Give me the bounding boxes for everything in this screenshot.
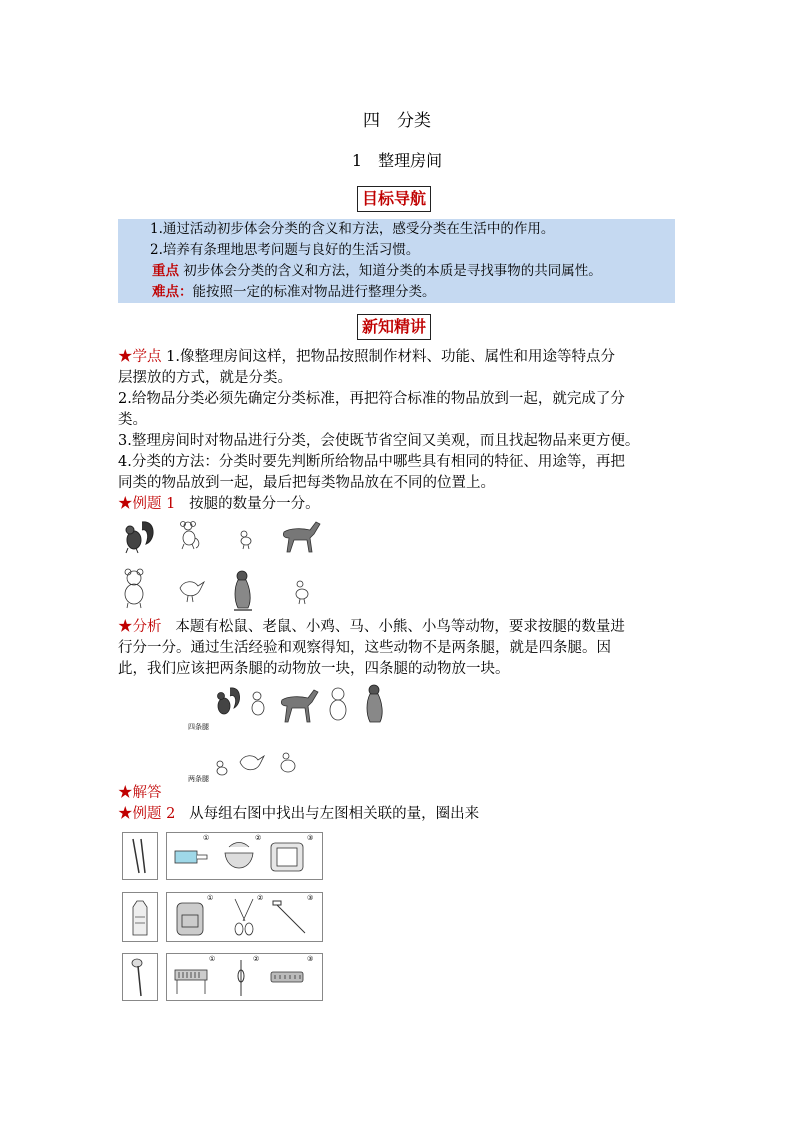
left-image-mallet	[122, 953, 158, 1001]
four-legs-group	[212, 682, 392, 730]
animals-row-2	[120, 568, 340, 614]
horse-icon	[281, 690, 318, 722]
knife-icon	[175, 851, 207, 863]
point-label: 学点	[132, 349, 162, 365]
difficulty-label: 难点：	[152, 284, 193, 300]
knowledge-p2b: 类。	[118, 412, 147, 428]
option-mark-3: ③	[307, 834, 314, 842]
animals-row-1	[120, 518, 330, 558]
analysis-line-1	[118, 617, 625, 638]
knowledge-p2a: 2.给物品分类必须先确定分类标准，再把符合标准的物品放到一起，就完成了分	[118, 391, 625, 407]
bird-icon	[180, 582, 204, 602]
options-row-2	[166, 892, 323, 942]
bear-icon	[330, 688, 346, 720]
tv-icon	[271, 843, 303, 871]
lesson-title: 1 整理房间	[351, 151, 443, 170]
key-point-text: 初步体会分类的含义和方法，知道分类的本质是寻找事物的共同属性。	[183, 263, 602, 279]
chick-icon	[241, 531, 251, 549]
option-mark-1: ①	[207, 894, 214, 902]
example2-question: 从每组右图中找出与左图相关联的量，圈出来	[189, 806, 480, 822]
bear-icon	[125, 569, 143, 608]
knowledge-p1a	[118, 347, 615, 368]
four-legs-label: 四条腿	[188, 723, 209, 731]
squirrel-icon	[126, 522, 153, 553]
two-legs-label: 两条腿	[188, 775, 209, 783]
star-icon: ★	[118, 496, 133, 512]
duck-icon	[296, 581, 308, 604]
mouse-icon	[181, 522, 199, 550]
analysis-text-1: 本题有松鼠、老鼠、小鸡、马、小熊、小鸟等动物，要求按腿的数量进	[175, 619, 625, 635]
knowledge-heading: 新知精讲	[357, 314, 431, 340]
scissors-icon	[235, 899, 253, 935]
options-row-3	[166, 953, 323, 1001]
squirrel-icon	[218, 688, 240, 714]
star-icon: ★	[118, 806, 133, 822]
piano-icon	[175, 970, 207, 994]
goal-key-point	[152, 261, 602, 282]
example2-line	[118, 804, 479, 825]
example1-label: 例题 1	[132, 496, 176, 512]
p1a-text: 1.像整理房间这样，把物品按照制作材料、功能、属性和用途等特点分	[166, 349, 615, 365]
toothpaste-icon	[123, 893, 157, 941]
example1-line	[118, 494, 320, 515]
option-mark-2: ②	[257, 894, 264, 902]
left-image-toothpaste	[122, 892, 158, 942]
harmonica-icon	[271, 972, 303, 982]
answer-label: 解答	[132, 785, 162, 801]
two-legs-group	[212, 746, 312, 784]
option-mark-1: ①	[203, 834, 210, 842]
star-icon: ★	[118, 349, 133, 365]
example1-question: 按腿的数量分一分。	[189, 496, 320, 512]
star-icon: ★	[118, 785, 133, 801]
toothbrush-icon	[273, 901, 305, 933]
horse-icon	[283, 522, 320, 552]
chopsticks-icon	[123, 833, 157, 879]
analysis-label: 分析	[132, 619, 162, 635]
bowl-icon	[225, 843, 253, 869]
option-mark-2: ②	[253, 955, 260, 963]
bird-icon	[240, 756, 264, 770]
option-mark-3: ③	[307, 894, 314, 902]
mouse-icon	[252, 692, 264, 715]
knowledge-p3: 3.整理房间时对物品进行分类，会使既节省空间又美观，而且找起物品来更方便。	[118, 433, 640, 449]
option-mark-2: ②	[255, 834, 262, 842]
goal-difficulty	[152, 282, 436, 303]
option-mark-3: ③	[307, 955, 314, 963]
stick-icon	[238, 960, 244, 996]
meerkat-icon	[367, 685, 382, 722]
knowledge-p1b: 层摆放的方式，就是分类。	[118, 370, 292, 386]
key-point-label: 重点	[152, 263, 179, 279]
left-image-chopsticks	[122, 832, 158, 880]
chapter-title: 四 分类	[363, 111, 431, 131]
answer-line	[118, 783, 162, 804]
star-icon: ★	[118, 619, 133, 635]
knowledge-p4b: 同类的物品放到一起，最后把每类物品放在不同的位置上。	[118, 475, 495, 491]
analysis-line-3: 此，我们应该把两条腿的动物放一块，四条腿的动物放一块。	[118, 661, 510, 677]
difficulty-text: 能按照一定的标准对物品进行整理分类。	[192, 284, 436, 300]
meerkat-icon	[234, 571, 252, 610]
knowledge-p4a: 4.分类的方法：分类时要先判断所给物品中哪些具有相同的特征、用途等，再把	[118, 454, 625, 470]
goal-line-2: 2.培养有条理地思考问题与良好的生活习惯。	[150, 242, 420, 258]
example2-label: 例题 2	[132, 806, 176, 822]
chick-icon	[217, 761, 227, 775]
goal-heading: 目标导航	[357, 186, 431, 212]
goal-box	[118, 219, 675, 303]
mallet-icon	[123, 954, 157, 1000]
goal-line-1: 1.通过活动初步体会分类的含义和方法，感受分类在生活中的作用。	[150, 221, 555, 237]
analysis-line-2: 行分一分。通过生活经验和观察得知，这些动物不是两条腿，就是四条腿。因	[118, 640, 611, 656]
options-row-1	[166, 832, 323, 880]
backpack-icon	[177, 903, 203, 935]
duck-icon	[281, 753, 295, 772]
option-mark-1: ①	[209, 955, 216, 963]
